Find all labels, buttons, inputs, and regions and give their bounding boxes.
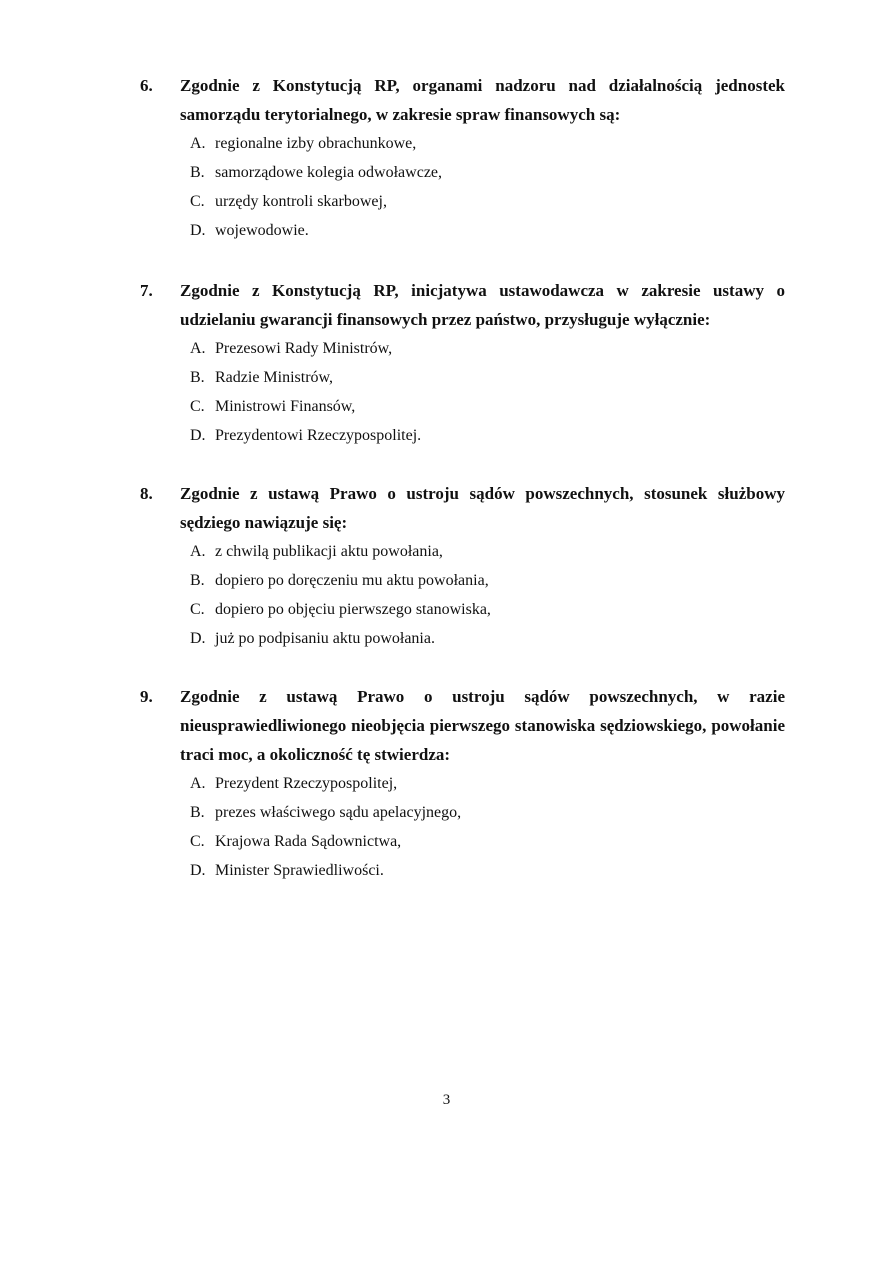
question-text: Zgodnie z Konstytucją RP, inicjatywa ustawodawcza w zakresie ustawy o udzielaniu gwarancji finansowych przez państwo, przysługuje wyłącznie: bbox=[180, 281, 785, 329]
question-number: 7. bbox=[140, 281, 153, 300]
answer-option-b bbox=[190, 158, 785, 187]
answer-options bbox=[190, 334, 785, 450]
option-letter: B. bbox=[190, 369, 205, 386]
option-text: regionalne izby obrachunkowe, bbox=[215, 135, 417, 152]
option-letter: C. bbox=[190, 193, 205, 210]
option-text: Ministrowi Finansów, bbox=[215, 398, 356, 415]
question-text: Zgodnie z ustawą Prawo o ustroju sądów powszechnych, w razie nieusprawiedliwionego nieobjęcia pierwszego stanowiska sędziowskiego, powołanie traci moc, a okoliczność tę stwierdza: bbox=[180, 687, 785, 764]
option-letter: D. bbox=[190, 630, 206, 647]
answer-option-d bbox=[190, 856, 785, 885]
answer-options bbox=[190, 537, 785, 653]
option-text: prezes właściwego sądu apelacyjnego, bbox=[215, 804, 462, 821]
answer-options bbox=[190, 129, 785, 245]
option-text: Prezydentowi Rzeczypospolitej. bbox=[215, 427, 422, 444]
answer-option-c bbox=[190, 392, 785, 421]
option-text: urzędy kontroli skarbowej, bbox=[215, 193, 387, 210]
question-number: 9. bbox=[140, 687, 153, 706]
answer-option-c bbox=[190, 187, 785, 216]
option-letter: B. bbox=[190, 164, 205, 181]
answer-option-b bbox=[190, 363, 785, 392]
option-letter: B. bbox=[190, 804, 205, 821]
question-number: 8. bbox=[140, 484, 153, 503]
question-6 bbox=[140, 71, 785, 245]
option-text: Minister Sprawiedliwości. bbox=[215, 862, 384, 879]
question-number: 6. bbox=[140, 76, 153, 95]
option-letter: C. bbox=[190, 601, 205, 618]
question-text: Zgodnie z ustawą Prawo o ustroju sądów powszechnych, stosunek służbowy sędziego nawiązuje się: bbox=[180, 484, 785, 532]
answer-option-d bbox=[190, 216, 785, 245]
option-text: dopiero po objęciu pierwszego stanowiska, bbox=[215, 601, 491, 618]
page-number: 3 bbox=[442, 1092, 451, 1108]
answer-option-a bbox=[190, 334, 785, 363]
option-letter: A. bbox=[190, 340, 206, 357]
option-letter: C. bbox=[190, 833, 205, 850]
question-7 bbox=[140, 276, 785, 450]
question-8 bbox=[140, 479, 785, 653]
option-text: Radzie Ministrów, bbox=[215, 369, 334, 386]
answer-option-c bbox=[190, 827, 785, 856]
answer-option-c bbox=[190, 595, 785, 624]
option-text: dopiero po doręczeniu mu aktu powołania, bbox=[215, 572, 489, 589]
option-text: Prezesowi Rady Ministrów, bbox=[215, 340, 393, 357]
option-letter: A. bbox=[190, 775, 206, 792]
answer-option-a bbox=[190, 769, 785, 798]
answer-option-a bbox=[190, 537, 785, 566]
option-text: już po podpisaniu aktu powołania. bbox=[215, 630, 435, 647]
option-letter: A. bbox=[190, 135, 206, 152]
answer-option-a bbox=[190, 129, 785, 158]
option-text: Prezydent Rzeczypospolitej, bbox=[215, 775, 398, 792]
option-letter: D. bbox=[190, 862, 206, 879]
option-text: wojewodowie. bbox=[215, 222, 309, 239]
answer-option-b bbox=[190, 566, 785, 595]
answer-options bbox=[190, 769, 785, 885]
option-letter: B. bbox=[190, 572, 205, 589]
option-text: Krajowa Rada Sądownictwa, bbox=[215, 833, 402, 850]
option-letter: C. bbox=[190, 398, 205, 415]
question-9 bbox=[140, 682, 785, 885]
answer-option-d bbox=[190, 421, 785, 450]
answer-option-b bbox=[190, 798, 785, 827]
option-letter: A. bbox=[190, 543, 206, 560]
option-text: samorządowe kolegia odwoławcze, bbox=[215, 164, 443, 181]
option-letter: D. bbox=[190, 427, 206, 444]
answer-option-d bbox=[190, 624, 785, 653]
question-text: Zgodnie z Konstytucją RP, organami nadzoru nad działalnością jednostek samorządu terytorialnego, w zakresie spraw finansowych są: bbox=[180, 76, 785, 124]
option-letter: D. bbox=[190, 222, 206, 239]
option-text: z chwilą publikacji aktu powołania, bbox=[215, 543, 443, 560]
